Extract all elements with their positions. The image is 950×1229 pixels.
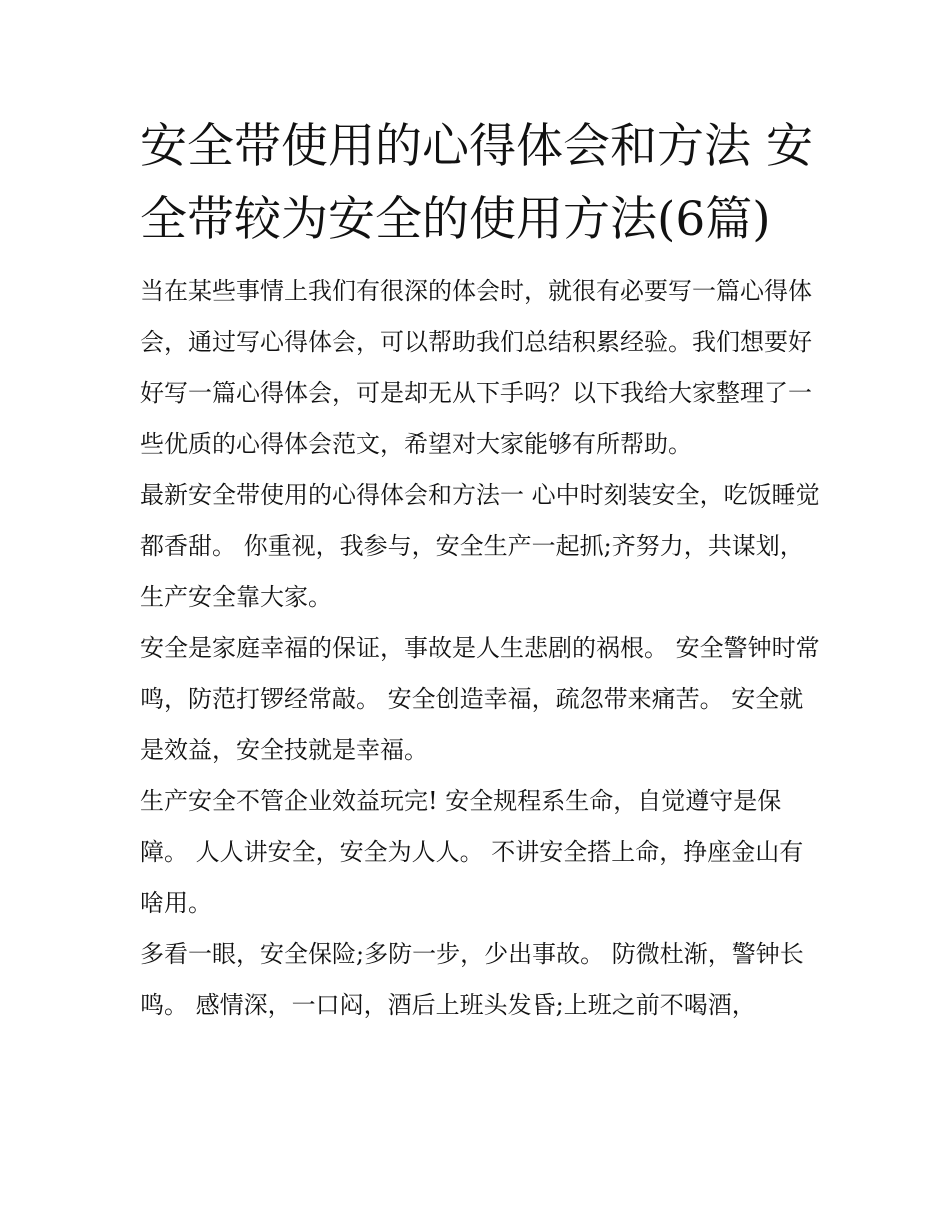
body-paragraph: 安全是家庭幸福的保证，事故是人生悲剧的祸根。 安全警钟时常鸣，防范打锣经常敲。 安全创造幸福，疏忽带来痛苦。 安全就是效益，安全技就是幸福。 <box>140 634 820 764</box>
body-paragraph: 生产安全不管企业效益玩完! 安全规程系生命，自觉遵守是保障。 人人讲安全，安全为人人。 不讲安全搭上命，挣座金山有啥用。 <box>140 787 804 917</box>
body-paragraph: 最新安全带使用的心得体会和方法一 心中时刻装安全，吃饭睡觉都香甜。 你重视，我参与，安全生产一起抓;齐努力，共谋划，生产安全靠大家。 <box>140 481 820 611</box>
document-title: 安全带使用的心得体会和方法 安全带较为安全的使用方法(6篇) <box>140 119 813 247</box>
intro-paragraph: 当在某些事情上我们有很深的体会时，就很有必要写一篇心得体会，通过写心得体会，可以帮助我们总结积累经验。我们想要好好写一篇心得体会，可是却无从下手吗？以下我给大家整理了一些优质的心得体会范文，希望对大家能够有所帮助。 <box>140 277 812 458</box>
document-body <box>140 110 820 1031</box>
body-paragraph: 多看一眼，安全保险;多防一步，少出事故。 防微杜渐，警钟长鸣。 感情深，一口闷，酒后上班头发昏;上班之前不喝酒， <box>140 940 804 1019</box>
